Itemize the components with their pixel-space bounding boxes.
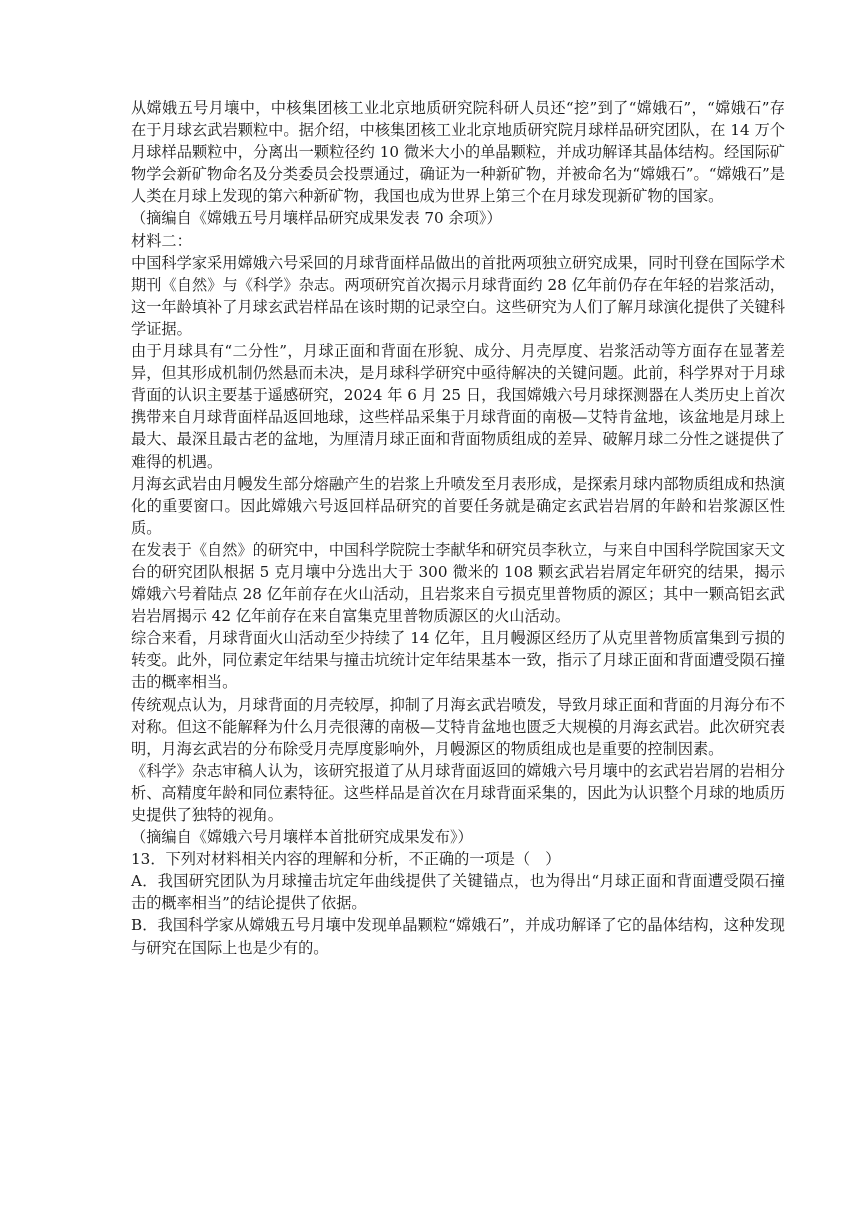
paragraph-traditional-view: 传统观点认为，月球背面的月壳较厚，抑制了月海玄武岩喷发，导致月球正面和背面的月海分布不对称。但这不能解释为什么月壳很薄的南极—艾特肯盆地也匮乏大规模的月海玄武岩。此次研究表明，月海玄武岩的分布除受月壳厚度影响外，月幔源区的物质组成也是重要的控制因素。: [131, 695, 785, 758]
paragraph-first-results: 中国科学家采用嫦娥六号采回的月球背面样品做出的首批两项独立研究成果，同时刊登在国际学术期刊《自然》与《科学》杂志。两项研究首次揭示月球背面约 28 亿年前仍存在年轻的岩浆活动，这一年龄填补了月球玄武岩样品在该时期的记录空白。这些研究为人们了解月球演化提供了关键科学证据。: [131, 253, 785, 338]
question-13-option-a: A．我国研究团队为月球撞击坑定年曲线提供了关键锚点，也为得出“月球正面和背面遭受陨石撞击的概率相当”的结论提供了依据。: [131, 872, 785, 913]
material-two-heading: 材料二：: [131, 231, 192, 250]
question-13-option-b: B．我国科学家从嫦娥五号月壤中发现单晶颗粒“嫦娥石”，并成功解译了它的晶体结构，这种发现与研究在国际上也是少有的。: [131, 916, 785, 957]
paragraph-material-one-end: 从嫦娥五号月壤中，中核集团核工业北京地质研究院科研人员还“挖”到了“嫦娥石”，“嫦娥石”存在于月球玄武岩颗粒中。据介绍，中核集团核工业北京地质研究院月球样品研究团队，在 14 万个月球样品颗粒中，分离出一颗粒径约 10 微米大小的单晶颗粒，并成功解译其晶体结构。经国际矿物学会新矿物命名及分类委员会投票通过，确证为一种新矿物，并被命名为“嫦娥石”。“嫦娥石”是人类在月球上发现的第六种新矿物，我国也成为世界上第三个在月球发现新矿物的国家。: [131, 99, 785, 206]
paragraph-summary: 综合来看，月球背面火山活动至少持续了 14 亿年，且月幔源区经历了从克里普物质富集到亏损的转变。此外，同位素定年结果与撞击坑统计定年结果基本一致，指示了月球正面和背面遭受陨石撞击的概率相当。: [131, 629, 785, 692]
paragraph-science-reviewer: 《科学》杂志审稿人认为，该研究报道了从月球背面返回的嫦娥六号月壤中的玄武岩岩屑的岩相分析、高精度年龄和同位素特征。这些样品是首次在月球背面采集的，因此为认识整个月球的地质历史提供了独特的视角。: [131, 761, 785, 824]
paragraph-nature-study: 在发表于《自然》的研究中，中国科学院院士李献华和研究员李秋立，与来自中国科学院国家天文台的研究团队根据 5 克月壤中分选出大于 300 微米的 108 颗玄武岩岩屑定年研究的结果，揭示嫦娥六号着陆点 28 亿年前存在火山活动，且岩浆来自亏损克里普物质的源区；其中一颗高铝玄武岩岩屑揭示 42 亿年前存在来自富集克里普物质源区的火山活动。: [131, 540, 785, 626]
document-body: [131, 97, 785, 959]
question-13-stem: 13．下列对材料相关内容的理解和分析，不正确的一项是（ ）: [131, 850, 561, 869]
paragraph-mare-basalt: 月海玄武岩由月幔发生部分熔融产生的岩浆上升喷发至月表形成，是探索月球内部物质组成和热演化的重要窗口。因此嫦娥六号返回样品研究的首要任务就是确定玄武岩岩屑的年龄和岩浆源区性质。: [131, 474, 785, 537]
source-note-chang-e-5: （摘编自《嫦娥五号月壤样品研究成果发表 70 余项》）: [131, 209, 502, 228]
source-note-chang-e-6: （摘编自《嫦娥六号月壤样本首批研究成果发布》）: [131, 828, 473, 847]
paragraph-dichotomy: 由于月球具有“二分性”，月球正面和背面在形貌、成分、月壳厚度、岩浆活动等方面存在显著差异，但其形成机制仍然悬而未决，是月球科学研究中亟待解决的关键问题。此前，科学界对于月球背面的认识主要基于遥感研究，2024 年 6 月 25 日，我国嫦娥六号月球探测器在人类历史上首次携带来自月球背面样品返回地球，这些样品采集于月球背面的南极—艾特肯盆地，该盆地是月球上最大、最深且最古老的盆地，为厘清月球正面和背面物质组成的差异、破解月球二分性之谜提供了难得的机遇。: [131, 342, 785, 471]
